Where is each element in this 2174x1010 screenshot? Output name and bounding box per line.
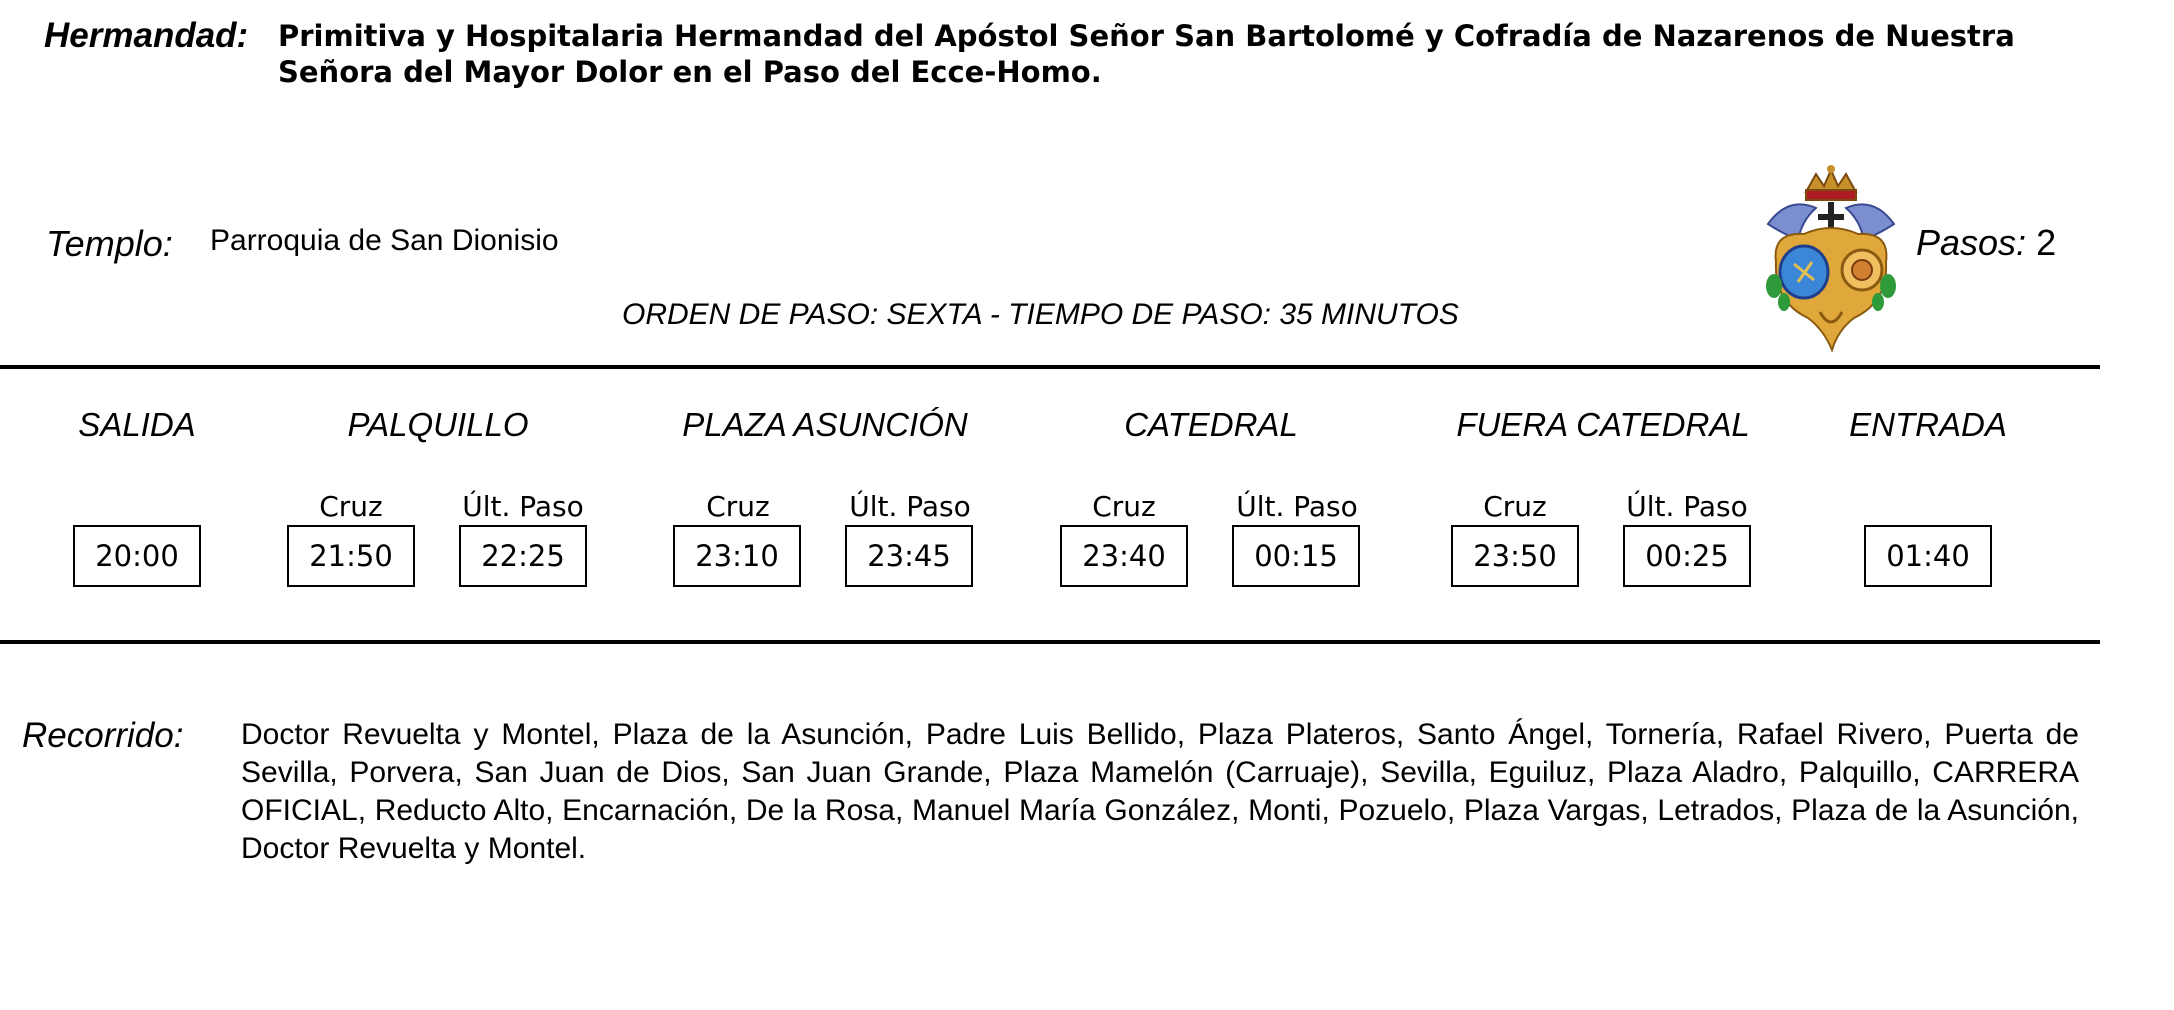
- templo-value: Parroquia de San Dionisio: [210, 224, 559, 257]
- fuera-catedral-cruz-label: Cruz: [1483, 490, 1547, 523]
- station-title-palquillo: PALQUILLO: [347, 406, 529, 443]
- catedral-ult-paso-label: Últ. Paso: [1236, 490, 1358, 523]
- orden-de-paso-line: ORDEN DE PASO: SEXTA - TIEMPO DE PASO: 35 MINUTOS: [622, 298, 1459, 331]
- station-title-entrada: ENTRADA: [1849, 406, 2007, 443]
- pasos-value: 2: [2036, 222, 2057, 263]
- hermandad-name: Primitiva y Hospitalaria Hermandad del Apóstol Señor San Bartolomé y Cofradía de Nazarenos de Nuestra Señora del Mayor Dolor en el Paso del Ecce-Homo.: [278, 19, 2015, 89]
- catedral-cruz-label: Cruz: [1092, 490, 1156, 523]
- bottom-divider: [0, 640, 2100, 644]
- plaza-asuncion-ult-paso-label: Últ. Paso: [849, 490, 971, 523]
- palquillo-cruz-time: 21:50: [287, 525, 415, 587]
- recorrido-text: Doctor Revuelta y Montel, Plaza de la Asunción, Padre Luis Bellido, Plaza Plateros, Santo Ángel, Tornería, Rafael Rivero, Puerta de Sevilla, Porvera, San Juan de Dios, San Juan Grande, Plaza Mamelón (Carruaje), Sevilla, Eguiluz, Plaza Aladro, Palquillo, CARRERA OFICIAL, Reducto Alto, Encarnación, De la Rosa, Manuel María González, Monti, Pozuelo, Plaza Vargas, Letrados, Plaza de la Asunción, Doctor Revuelta y Montel.: [241, 718, 2079, 865]
- hermandad-label: Hermandad:: [44, 16, 249, 55]
- palquillo-ult-paso-time: 22:25: [459, 525, 587, 587]
- templo-label: Templo:: [46, 223, 173, 264]
- pasos-label: Pasos:: [1916, 222, 2027, 263]
- salida-time: 20:00: [73, 525, 201, 587]
- coat-of-arms-icon: [1758, 162, 1904, 352]
- pasos-group: [1916, 222, 2056, 264]
- station-title-salida: SALIDA: [78, 406, 196, 443]
- palquillo-ult-paso-label: Últ. Paso: [462, 490, 584, 523]
- recorrido-label: Recorrido:: [22, 716, 184, 755]
- entrada-time: 01:40: [1864, 525, 1992, 587]
- plaza-asuncion-cruz-label: Cruz: [706, 490, 770, 523]
- station-title-fuera-catedral: FUERA CATEDRAL: [1456, 406, 1750, 443]
- fuera-catedral-ult-paso-label: Últ. Paso: [1626, 490, 1748, 523]
- fuera-catedral-ult-paso-time: 00:25: [1623, 525, 1751, 587]
- catedral-ult-paso-time: 00:15: [1232, 525, 1360, 587]
- station-title-catedral: CATEDRAL: [1124, 406, 1298, 443]
- palquillo-cruz-label: Cruz: [319, 490, 383, 523]
- plaza-asuncion-ult-paso-time: 23:45: [845, 525, 973, 587]
- station-title-plaza-asuncion: PLAZA ASUNCIÓN: [682, 406, 968, 443]
- catedral-cruz-time: 23:40: [1060, 525, 1188, 587]
- fuera-catedral-cruz-time: 23:50: [1451, 525, 1579, 587]
- plaza-asuncion-cruz-time: 23:10: [673, 525, 801, 587]
- top-divider: [0, 365, 2100, 369]
